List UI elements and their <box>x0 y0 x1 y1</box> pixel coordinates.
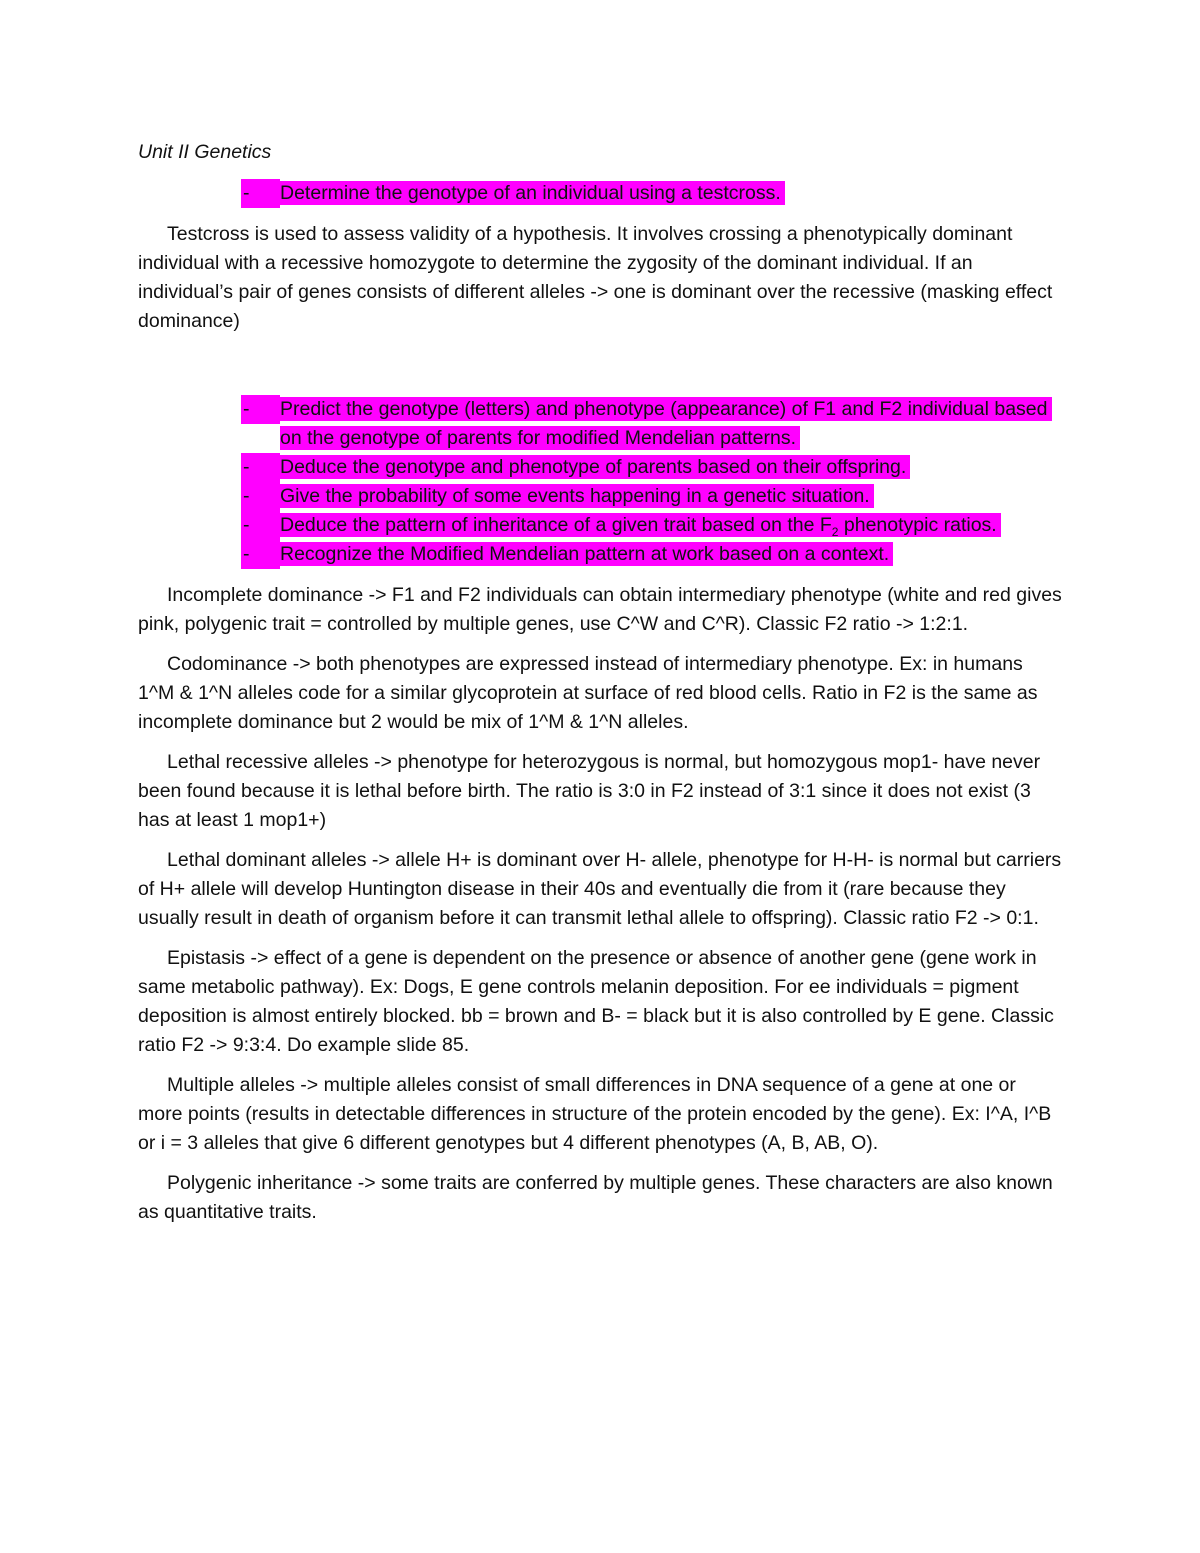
objective-text: Determine the genotype of an individual using a testcross. <box>280 181 785 205</box>
objective-text: Predict the genotype (letters) and phenotype (appearance) of F1 and F2 individual based on the genotype of parents for modified Mendelian patterns. <box>280 397 1052 450</box>
document-title: Unit II Genetics <box>138 141 272 163</box>
objective-item <box>138 179 1063 208</box>
objective-text: Deduce the genotype and phenotype of parents based on their offspring. <box>280 455 910 479</box>
objective-text: Recognize the Modified Mendelian pattern at work based on a context. <box>280 542 893 566</box>
bullet-dash: - <box>241 511 280 540</box>
document-body <box>138 138 1063 1227</box>
codominance-paragraph: Codominance -> both phenotypes are expressed instead of intermediary phenotype. Ex: in humans 1^M & 1^N alleles code for a similar glycoprotein at surface of red blood cells. Ratio in F2 is the same as incomplete dominance but 2 would be mix of 1^M & 1^N alleles. <box>138 653 1038 733</box>
subscript-2: 2 <box>831 524 839 539</box>
bullet-dash: - <box>241 395 280 424</box>
incomplete-dominance-paragraph: Incomplete dominance -> F1 and F2 individuals can obtain intermediary phenotype (white and red gives pink, polygenic trait = controlled by multiple genes, use C^W and C^R). Classic F2 ratio -> 1:2:1. <box>138 584 1062 635</box>
bullet-dash: - <box>241 482 280 511</box>
objective-item <box>138 395 1063 453</box>
bullet-dash: - <box>241 179 280 208</box>
objective-item <box>138 482 1063 511</box>
objective-item <box>138 453 1063 482</box>
objective-item <box>138 540 1063 569</box>
multiple-alleles-paragraph: Multiple alleles -> multiple alleles consist of small differences in DNA sequence of a gene at one or more points (results in detectable differences in structure of the protein encoded by the gene). Ex: I^A, I^B or i = 3 alleles that give 6 different genotypes but 4 different phenotypes (A, B, AB, O). <box>138 1074 1052 1154</box>
polygenic-inheritance-paragraph: Polygenic inheritance -> some traits are conferred by multiple genes. These characters are also known as quantitative traits. <box>138 1172 1053 1223</box>
lethal-dominant-paragraph: Lethal dominant alleles -> allele H+ is dominant over H- allele, phenotype for H-H- is normal but carriers of H+ allele will develop Huntington disease in their 40s and eventually die from it (rare because they usually result in death of organism before it can transmit lethal allele to offspring). Classic ratio F2 -> 0:1. <box>138 849 1062 929</box>
objective-text: Deduce the pattern of inheritance of a given trait based on the $F_2$ phenotypic ratios. <box>280 513 1001 537</box>
bullet-dash: - <box>241 453 280 482</box>
epistasis-paragraph: Epistasis -> effect of a gene is dependent on the presence or absence of another gene (gene work in same metabolic pathway). Ex: Dogs, E gene controls melanin deposition. For ee individuals = pigment deposition is almost entirely blocked. bb = brown and B- = black but it is also controlled by E gene. Classic ratio F2 -> 9:3:4. Do example slide 85. <box>138 947 1054 1056</box>
objective-list-testcross <box>138 179 1063 208</box>
objective-item <box>138 511 1063 540</box>
lethal-recessive-paragraph: Lethal recessive alleles -> phenotype for heterozygous is normal, but homozygous mop1- have never been found because it is lethal before birth. The ratio is 3:0 in F2 instead of 3:1 since it does not exist (3 has at least 1 mop1+) <box>138 751 1041 831</box>
objective-list-modified-mendelian <box>138 395 1063 569</box>
testcross-paragraph: Testcross is used to assess validity of a hypothesis. It involves crossing a phenotypically dominant individual with a recessive homozygote to determine the zygosity of the dominant individual. If an individual’s pair of genes consists of different alleles -> one is dominant over the recessive (masking effect dominance) <box>138 223 1053 332</box>
bullet-dash: - <box>241 540 280 569</box>
objective-text: Give the probability of some events happening in a genetic situation. <box>280 484 874 508</box>
